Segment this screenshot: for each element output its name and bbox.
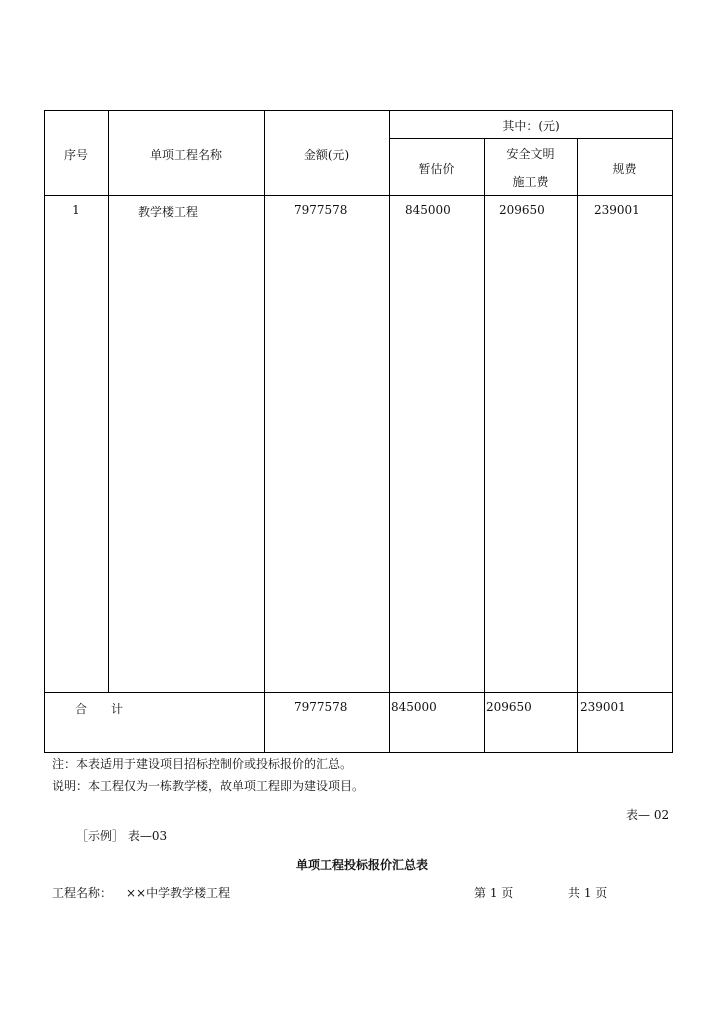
table-border-right <box>672 110 673 753</box>
table-note: 注：本表适用于建设项目招标控制价或投标报价的汇总。 <box>52 757 353 771</box>
col-divider-provisional <box>484 138 485 753</box>
header-safety-line2: 施工费 <box>512 175 549 189</box>
row-seq: 1 <box>72 203 80 217</box>
header-bottom-divider <box>44 195 673 196</box>
col-divider-name <box>264 110 265 753</box>
total-pages: 共 1 页 <box>568 886 608 900</box>
total-label: 合 计 <box>75 702 124 716</box>
header-fees: 规费 <box>612 162 637 176</box>
row-provisional: 845000 <box>405 203 451 217</box>
next-table-title: 单项工程投标报价汇总表 <box>295 858 428 872</box>
subheader-divider <box>389 138 673 139</box>
total-provisional: 845000 <box>391 700 437 714</box>
total-safety: 209650 <box>486 700 532 714</box>
row-safety: 209650 <box>499 203 545 217</box>
header-of-which: 其中：(元) <box>502 119 560 133</box>
header-safety-line1: 安全文明 <box>506 147 555 161</box>
col-divider-safety <box>577 138 578 753</box>
project-name-value: ××中学教学楼工程 <box>126 886 231 900</box>
table-border-bottom <box>44 752 673 753</box>
table-border-top <box>44 110 673 111</box>
row-amount: 7977578 <box>294 203 348 217</box>
table-code: 表— 02 <box>626 808 670 822</box>
header-amount: 金额(元) <box>303 148 350 162</box>
page-number: 第 1 页 <box>474 886 514 900</box>
row-item-name: 教学楼工程 <box>138 205 199 219</box>
project-name-label: 工程名称： <box>52 886 113 900</box>
table-explanation: 说明：本工程仅为一栋教学楼，故单项工程即为建设项目。 <box>52 779 365 793</box>
total-fees: 239001 <box>580 700 626 714</box>
col-divider-seq <box>108 110 109 693</box>
header-item-name: 单项工程名称 <box>149 148 222 162</box>
header-provisional: 暂估价 <box>418 162 455 176</box>
total-amount: 7977578 <box>294 700 348 714</box>
total-row-top-divider <box>44 692 673 693</box>
example-label: ［示例］ 表—03 <box>76 829 168 843</box>
row-fees: 239001 <box>594 203 640 217</box>
col-divider-amount <box>389 110 390 753</box>
header-seq: 序号 <box>63 148 88 162</box>
